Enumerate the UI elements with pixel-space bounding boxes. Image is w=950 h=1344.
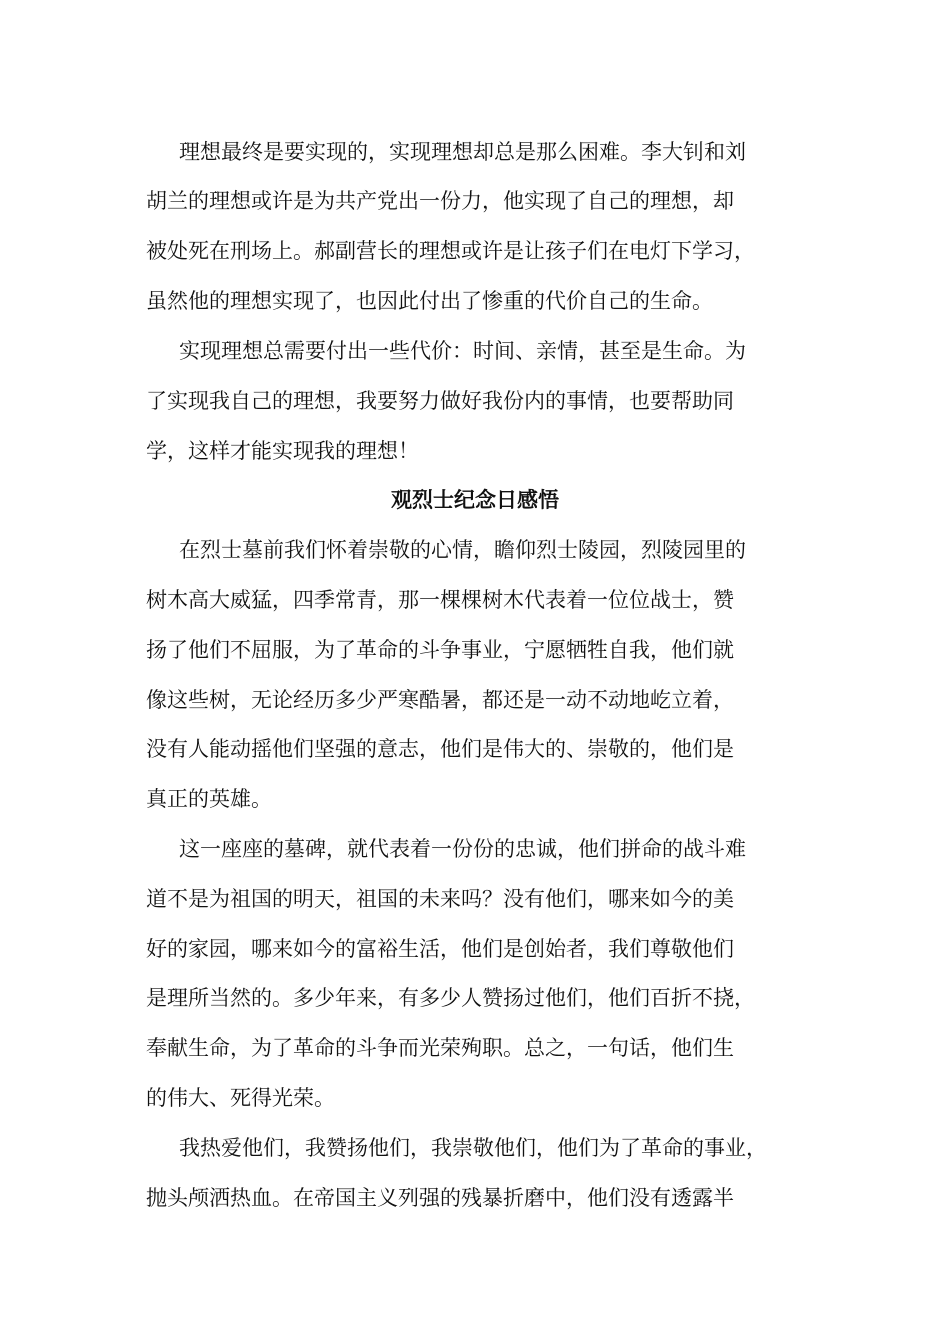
text-line: 胡兰的理想或许是为共产党出一份力，他实现了自己的理想，却 [146,189,734,213]
text-line: 好的家园，哪来如今的富裕生活，他们是创始者，我们尊敬他们 [146,937,734,961]
text-line: 这一座座的墓碑，就代表着一份份的忠诚，他们拼命的战斗难 [179,837,746,861]
text-line: 被处死在刑场上。郝副营长的理想或许是让孩子们在电灯下学习， [146,239,755,263]
text-line: 没有人能动摇他们坚强的意志，他们是伟大的、崇敬的，他们是 [146,737,734,761]
text-line: 了实现我自己的理想，我要努力做好我份内的事情，也要帮助同 [146,389,734,413]
text-line: 奉献生命，为了革命的斗争而光荣殉职。总之，一句话，他们生 [146,1036,734,1060]
text-line: 我热爱他们，我赞扬他们，我崇敬他们，他们为了革命的事业， [179,1136,767,1160]
text-line: 道不是为祖国的明天，祖国的未来吗？没有他们，哪来如今的美 [146,887,734,911]
text-line: 理想最终是要实现的，实现理想却总是那么困难。李大钊和刘 [179,140,746,164]
text-line: 学，这样才能实现我的理想！ [146,439,419,463]
section-title: 观烈士纪念日感悟 [391,487,559,512]
text-line: 树木高大威猛，四季常青，那一棵棵树木代表着一位位战士，赞 [146,588,734,612]
text-line: 抛头颅洒热血。在帝国主义列强的残暴折磨中，他们没有透露半 [146,1186,734,1210]
text-line: 虽然他的理想实现了，也因此付出了惨重的代价自己的生命。 [146,289,713,313]
text-line: 真正的英雄。 [146,787,272,811]
text-line: 扬了他们不屈服，为了革命的斗争事业，宁愿牺牲自我，他们就 [146,638,734,662]
text-line: 在烈士墓前我们怀着崇敬的心情，瞻仰烈士陵园，烈陵园里的 [179,538,746,562]
text-line: 是理所当然的。多少年来，有多少人赞扬过他们，他们百折不挠， [146,986,755,1010]
text-line: 像这些树，无论经历多少严寒酷暑，都还是一动不动地屹立着， [146,688,734,712]
text-line: 实现理想总需要付出一些代价：时间、亲情，甚至是生命。为 [179,339,746,363]
text-line: 的伟大、死得光荣。 [146,1086,335,1110]
